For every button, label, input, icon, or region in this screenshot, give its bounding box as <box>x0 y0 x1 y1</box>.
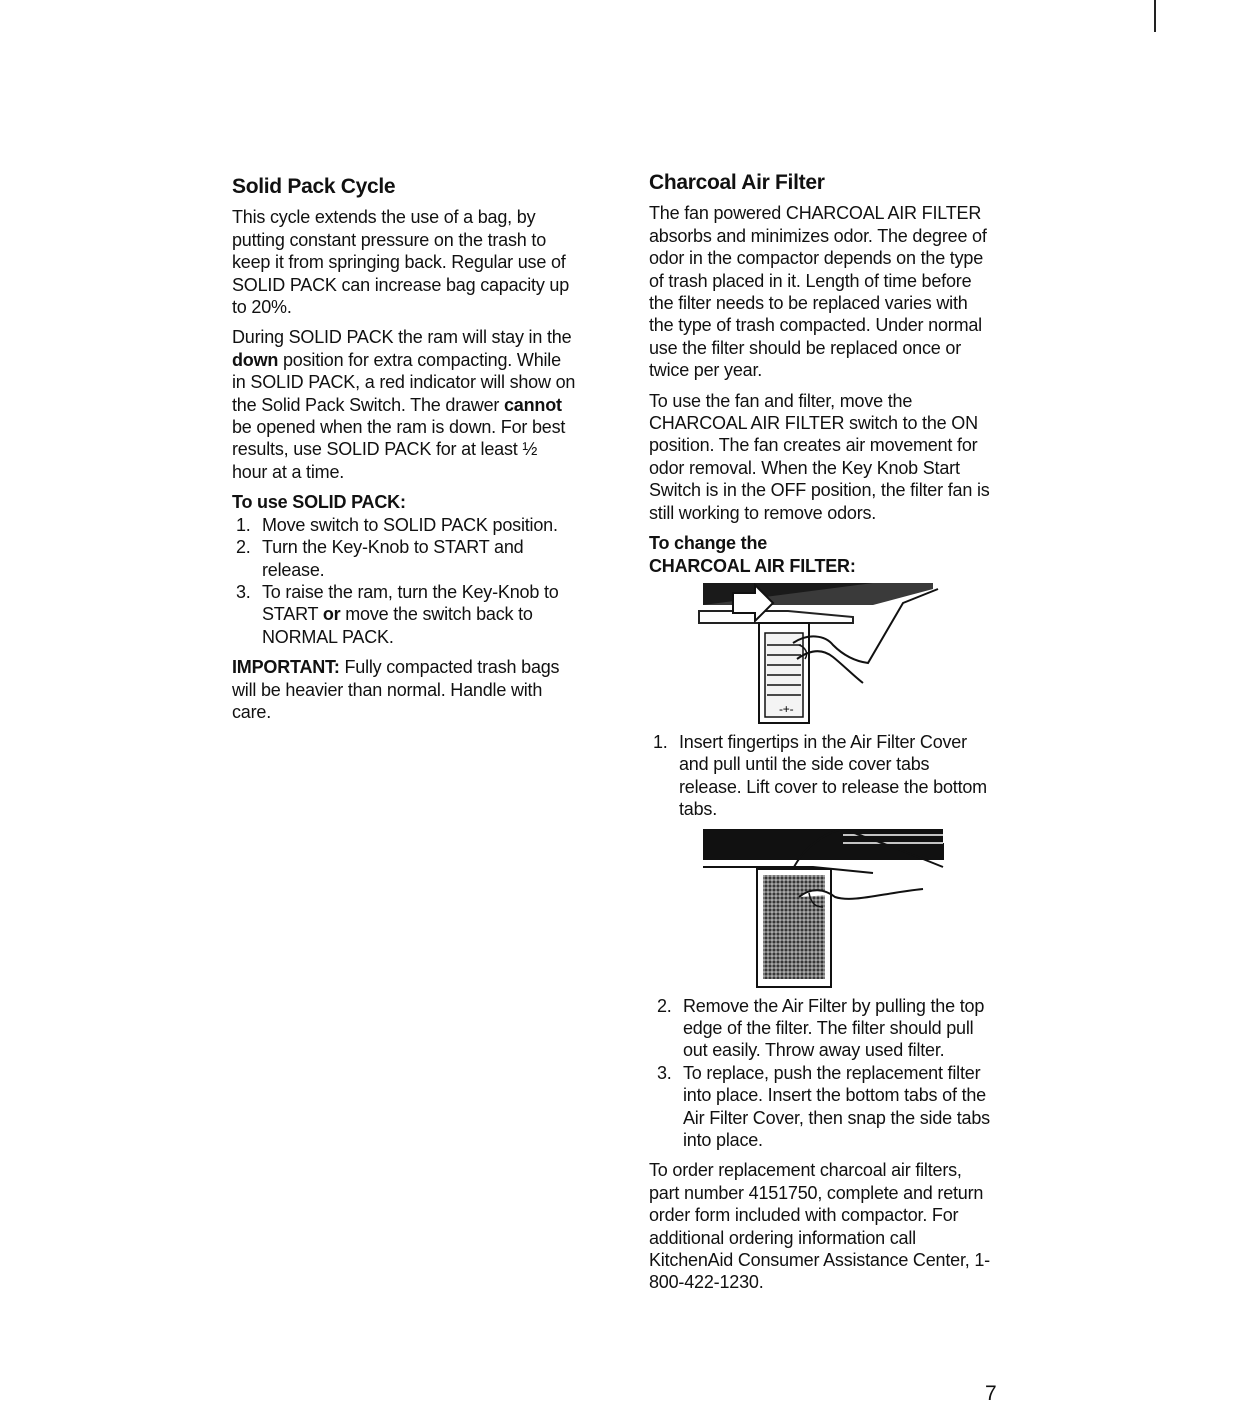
solid-pack-description: During SOLID PACK the ram will stay in the down position for extra compacting. While in SOLID PACK, a red indicator will show on the Solid Pack Switch. The drawer cannot be opened when the ram is down. For best results, use SOLID PACK for at least ½ hour at a time. <box>232 327 576 482</box>
important-note: IMPORTANT: Fully compacted trash bags will be heavier than normal. Handle with care. <box>232 657 560 722</box>
charcoal-filter-section <box>649 172 994 1302</box>
list-item: 2. Remove the Air Filter by pulling the top edge of the filter. The filter should pull out easily. Throw away used filter. <box>657 995 985 1061</box>
solid-pack-steps <box>232 514 577 648</box>
list-item: 3. To raise the ram, turn the Key-Knob to START or move the switch back to NORMAL PACK. <box>236 581 559 647</box>
page-number: 7 <box>985 1382 997 1405</box>
change-filter-steps-1 <box>649 731 994 821</box>
charcoal-filter-usage: To use the fan and filter, move the CHARCOAL AIR FILTER switch to the ON position. The fan creates air movement for odor removal. When the Key Knob Start Switch is in the OFF position, the filter fan is still working to remove odors. <box>649 390 990 523</box>
solid-pack-intro: This cycle extends the use of a bag, by putting constant pressure on the trash to keep it from springing back. Regular use of SOLID PACK can increase bag capacity up to 20%. <box>232 207 570 318</box>
list-item: 1. Move switch to SOLID PACK position. <box>236 514 558 535</box>
solid-pack-section <box>232 176 577 731</box>
filter-removal-illustration <box>693 829 953 989</box>
solid-pack-title: Solid Pack Cycle <box>232 175 396 198</box>
list-item: 3. To replace, push the replacement filter into place. Insert the bottom tabs of the Air Filter Cover, then snap the side tabs into place. <box>657 1062 990 1150</box>
change-filter-steps-2 <box>649 995 994 1152</box>
svg-text:-+-: -+- <box>779 701 794 716</box>
change-filter-subheading: To change the CHARCOAL AIR FILTER: <box>649 533 856 576</box>
filter-cover-illustration <box>693 583 953 725</box>
charcoal-filter-title: Charcoal Air Filter <box>649 171 825 194</box>
page-edge-mark <box>1154 0 1156 32</box>
list-item: 1. Insert fingertips in the Air Filter Cover and pull until the side cover tabs release. Lift cover to release the bottom tabs. <box>653 731 987 820</box>
list-item: 2. Turn the Key-Knob to START and release. <box>236 537 524 580</box>
order-information: To order replacement charcoal air filters, part number 4151750, complete and return order form included with compactor. For additional ordering information call KitchenAid Consumer Assistance Center, 1-800-422-1230. <box>649 1160 990 1293</box>
charcoal-filter-intro: The fan powered CHARCOAL AIR FILTER absorbs and minimizes odor. The degree of odor in the compactor depends on the type of trash placed in it. Length of time before the filter needs to be replaced varies with the type of trash compacted. Under normal use the filter should be replaced once or twice per year. <box>649 203 987 381</box>
solid-pack-subheading: To use SOLID PACK: <box>232 492 406 513</box>
